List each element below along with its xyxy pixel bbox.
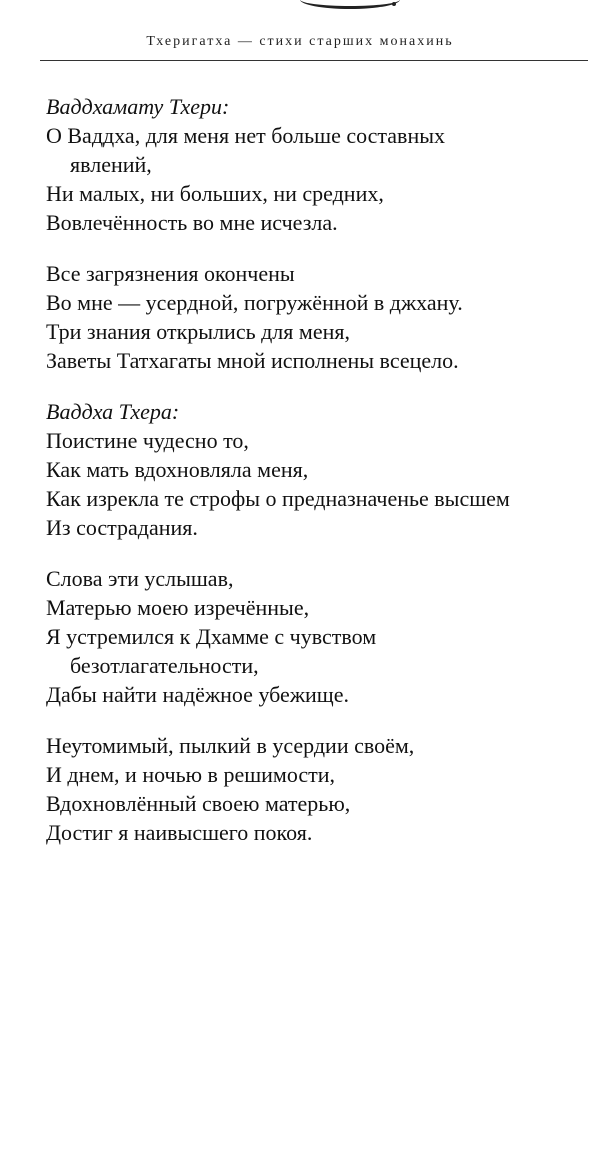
verse-line: О Ваддха, для меня нет больше составных [46, 123, 445, 148]
stanza-5 [46, 731, 586, 847]
speaker-label: Ваддха Тхера: [46, 399, 180, 424]
verse-line: Во мне — усердной, погружённой в джхану. [46, 290, 463, 315]
verse-line: Дабы найти надёжное убежище. [46, 682, 350, 707]
poem-text [46, 92, 586, 869]
verse-line: Поистине чудесно то, [46, 428, 249, 453]
verse-line-continuation: явлений, [70, 152, 152, 177]
verse-line: Неутомимый, пылкий в усердии своём, [46, 733, 415, 758]
verse-line-continuation: безотлагательности, [70, 653, 259, 678]
verse-line: Как мать вдохновляла меня, [46, 457, 309, 482]
verse-line: Слова эти услышав, [46, 566, 234, 591]
stanza-1 [46, 92, 586, 237]
verse-line: И днем, и ночью в решимости, [46, 762, 336, 787]
stanza-4 [46, 564, 586, 709]
verse-line: Как изрекла те строфы о предназначенье высшем [46, 486, 510, 511]
stanza-2 [46, 259, 586, 375]
verse-line: Вдохновлённый своею матерью, [46, 791, 351, 816]
verse-line: Из сострадания. [46, 515, 198, 540]
verse-line: Заветы Татхагаты мной исполнены всецело. [46, 348, 459, 373]
verse-line: Достиг я наивысшего покоя. [46, 820, 313, 845]
verse-line: Три знания открылись для меня, [46, 319, 350, 344]
stanza-3 [46, 397, 586, 542]
verse-line: Матерью моею изречённые, [46, 595, 310, 620]
top-ornament-dot [392, 2, 396, 6]
verse-line: Ни малых, ни больших, ни средних, [46, 181, 384, 206]
header-rule [40, 60, 588, 61]
speaker-label: Ваддхамату Тхери: [46, 94, 230, 119]
running-head: Тхеригатха — стихи старших монахинь [146, 34, 454, 49]
top-ornament [300, 0, 400, 9]
verse-line: Все загрязнения окончены [46, 261, 295, 286]
verse-line: Вовлечённость во мне исчезла. [46, 210, 338, 235]
verse-line: Я устремился к Дхамме с чувством [46, 624, 377, 649]
